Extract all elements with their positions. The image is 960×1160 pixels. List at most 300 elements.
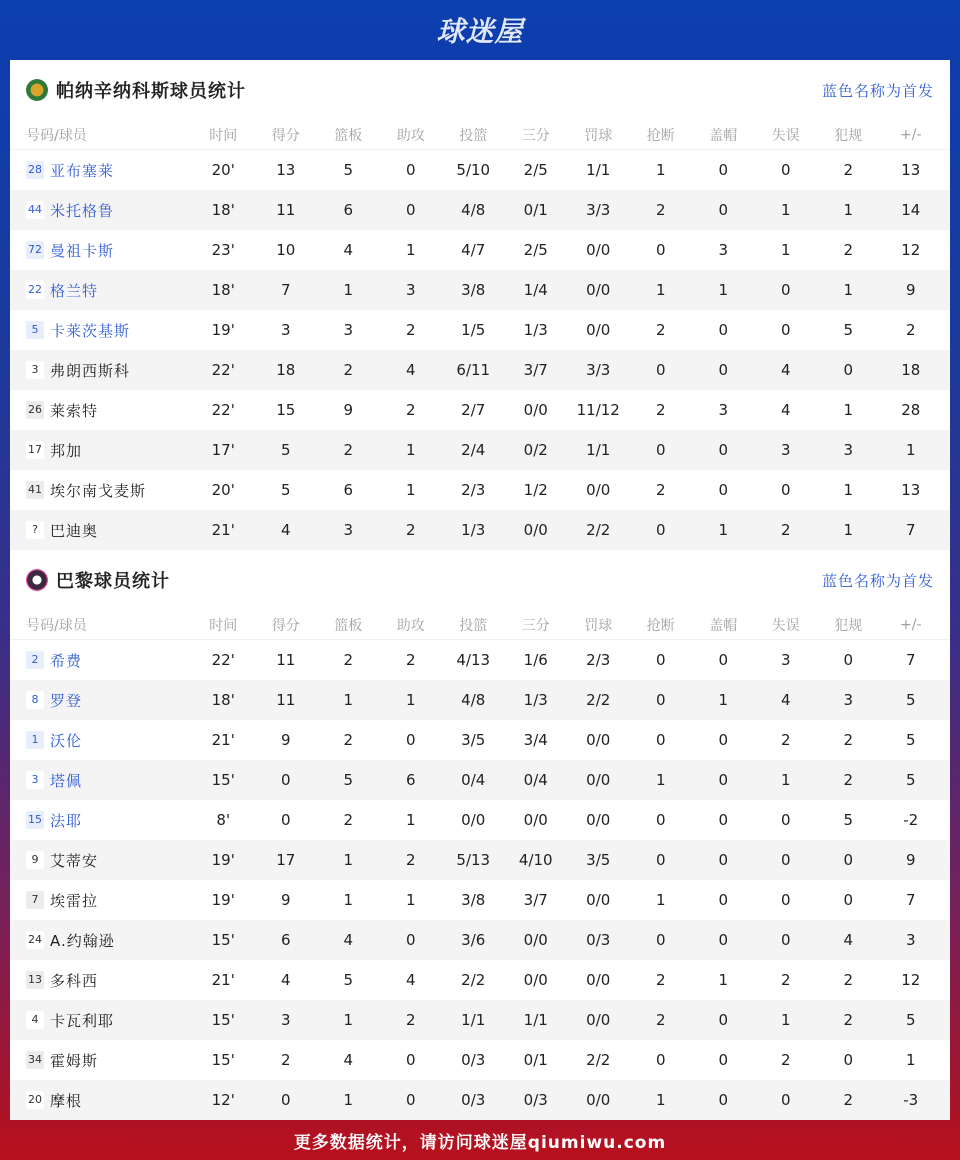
jersey-number-badge: 9 <box>26 851 44 869</box>
stat-cell: 1/3 <box>461 521 486 539</box>
player-name[interactable]: 亚布塞莱 <box>50 161 115 180</box>
stat-cell: 1/3 <box>523 691 548 709</box>
stat-cell: 1 <box>718 521 729 539</box>
stat-cell: 0 <box>655 651 666 669</box>
player-name[interactable]: 法耶 <box>50 811 83 830</box>
column-header: 失误 <box>771 127 800 144</box>
stat-cell: 3 <box>405 281 416 299</box>
stat-cell: 4 <box>780 691 791 709</box>
stat-cell: 0 <box>718 851 729 869</box>
stat-cell: 0 <box>780 281 791 299</box>
stat-cell: 21' <box>211 521 235 539</box>
stat-cell: 0 <box>655 811 666 829</box>
stat-cell: 0 <box>655 731 666 749</box>
stat-cell: 17' <box>211 441 235 459</box>
player-row[interactable] <box>10 960 950 1000</box>
stat-cell: 0 <box>843 651 854 669</box>
player-name[interactable]: 曼祖卡斯 <box>50 241 115 260</box>
stat-cell: 1/3 <box>523 321 548 339</box>
stat-cell: 11 <box>276 651 296 669</box>
stat-cell: 0 <box>843 1051 854 1069</box>
player-row[interactable] <box>10 350 950 390</box>
stat-cell: 0/0 <box>586 771 611 789</box>
player-cell <box>10 690 192 711</box>
stat-cell: 3/8 <box>461 891 486 909</box>
player-name[interactable]: 沃伦 <box>50 731 83 750</box>
column-header: 篮板 <box>334 127 363 144</box>
stat-cell: 2/7 <box>461 401 486 419</box>
player-name[interactable]: 卡瓦利耶 <box>50 1011 115 1030</box>
player-row[interactable] <box>10 920 950 960</box>
stat-cell: 1 <box>718 281 729 299</box>
stat-cell: 1 <box>343 691 354 709</box>
stat-cell: 19' <box>211 321 235 339</box>
stat-cell: 3 <box>780 651 791 669</box>
player-cell <box>10 770 192 791</box>
stat-cell: 0 <box>280 771 291 789</box>
jersey-number-badge: 20 <box>26 1091 44 1109</box>
stat-cell: 0 <box>718 651 729 669</box>
stat-cell: 2 <box>780 521 791 539</box>
player-cell <box>10 240 192 261</box>
stat-cell: 1 <box>718 971 729 989</box>
stat-cell: 0 <box>655 521 666 539</box>
stat-cell: 18' <box>211 281 235 299</box>
stat-cell: 19' <box>211 891 235 909</box>
team-title-group <box>26 77 246 103</box>
starter-legend-note: 蓝色名称为首发 <box>821 81 934 100</box>
stat-cell: 18' <box>211 201 235 219</box>
stat-cell: 0/3 <box>461 1091 486 1109</box>
stat-cell: 0 <box>718 811 729 829</box>
stat-cell: 3/7 <box>523 891 548 909</box>
player-row[interactable] <box>10 800 950 840</box>
starter-legend-note: 蓝色名称为首发 <box>821 571 934 590</box>
column-header: 时间 <box>209 617 238 634</box>
stat-cell: 19' <box>211 851 235 869</box>
player-name[interactable]: 埃尔南戈麦斯 <box>50 481 147 500</box>
stat-cell: 9 <box>905 281 916 299</box>
stat-cell: 4 <box>343 931 354 949</box>
column-header: 助攻 <box>396 127 425 144</box>
team-section-panathinaikos <box>10 60 950 550</box>
brand-logo: 球迷屋 <box>436 15 524 48</box>
stat-cell: 3/6 <box>461 931 486 949</box>
player-row[interactable] <box>10 1080 950 1120</box>
team-section-paris <box>10 550 950 1120</box>
stat-cell: 18 <box>901 361 921 379</box>
stat-cell: 2 <box>655 321 666 339</box>
player-row[interactable] <box>10 390 950 430</box>
column-header: 犯规 <box>834 127 863 144</box>
footer-banner[interactable]: 更多数据统计，请访问球迷屋qiumiwu.com <box>293 1132 667 1153</box>
stat-cell: 0 <box>780 321 791 339</box>
stat-cell: 15' <box>211 771 235 789</box>
stat-cell: 7 <box>905 891 916 909</box>
stat-cell: 1 <box>343 281 354 299</box>
stat-cell: 1 <box>655 771 666 789</box>
stat-cell: 2 <box>843 971 854 989</box>
stat-cell: 0 <box>843 361 854 379</box>
player-row[interactable] <box>10 1000 950 1040</box>
stat-cell: 1 <box>843 201 854 219</box>
stat-cell: 0/2 <box>523 441 548 459</box>
stat-cell: 2 <box>405 521 416 539</box>
stat-cell: 2 <box>343 811 354 829</box>
stat-cell: 1/1 <box>586 441 611 459</box>
player-name[interactable]: 米托格鲁 <box>50 201 115 220</box>
jersey-number-badge: 3 <box>26 771 44 789</box>
stat-cell: 5 <box>905 691 916 709</box>
player-name[interactable]: 格兰特 <box>50 281 99 300</box>
player-cell <box>10 650 192 671</box>
stat-cell: 1/1 <box>461 1011 486 1029</box>
player-cell <box>10 360 192 381</box>
column-header: +/- <box>900 126 922 143</box>
stat-cell: 2 <box>905 321 916 339</box>
stat-cell: 22' <box>211 651 235 669</box>
player-name[interactable]: 多科西 <box>50 971 99 990</box>
stat-cell: 11 <box>276 201 296 219</box>
stat-cell: 3/4 <box>523 731 548 749</box>
player-cell <box>10 970 192 991</box>
stat-cell: 4/13 <box>456 651 491 669</box>
stat-cell: 0 <box>718 891 729 909</box>
stat-cell: 2/2 <box>586 521 611 539</box>
stat-cell: 0 <box>780 811 791 829</box>
stat-cell: 0/0 <box>586 811 611 829</box>
stat-cell: 0 <box>405 1051 416 1069</box>
stat-cell: 0/0 <box>523 811 548 829</box>
stat-cell: 0 <box>655 851 666 869</box>
player-cell <box>10 1010 192 1031</box>
player-name[interactable]: 塔佩 <box>50 771 83 790</box>
stat-cell: 2 <box>843 1091 854 1109</box>
top-bar <box>0 0 960 60</box>
stat-cell: 0 <box>843 851 854 869</box>
stat-cell: 2 <box>405 651 416 669</box>
column-header: 罚球 <box>584 617 613 634</box>
stat-cell: 5 <box>905 731 916 749</box>
stat-cell: 1 <box>843 401 854 419</box>
stat-cell: 0 <box>718 441 729 459</box>
player-row[interactable] <box>10 840 950 880</box>
jersey-number-badge: 26 <box>26 401 44 419</box>
jersey-number-badge: 41 <box>26 481 44 499</box>
jersey-number-badge: 24 <box>26 931 44 949</box>
stat-cell: 2 <box>405 851 416 869</box>
player-cell <box>10 280 192 301</box>
player-cell <box>10 200 192 221</box>
stat-cell: 0/4 <box>523 771 548 789</box>
stat-cell: 3 <box>843 441 854 459</box>
stat-cell: 1 <box>405 241 416 259</box>
stat-cell: 2 <box>655 201 666 219</box>
player-row[interactable] <box>10 430 950 470</box>
stat-cell: 0/3 <box>523 1091 548 1109</box>
stat-cell: 12 <box>901 241 921 259</box>
stat-cell: 1 <box>405 441 416 459</box>
stat-cell: 7 <box>905 521 916 539</box>
stat-cell: 0/0 <box>586 481 611 499</box>
player-row[interactable] <box>10 880 950 920</box>
stat-cell: 1/2 <box>523 481 548 499</box>
stat-cell: 0 <box>780 931 791 949</box>
stat-cell: 2 <box>843 731 854 749</box>
stat-cell: 0/0 <box>586 281 611 299</box>
player-row[interactable] <box>10 760 950 800</box>
stat-cell: 0/0 <box>586 1091 611 1109</box>
team-header <box>10 60 950 120</box>
player-name[interactable]: 莱索特 <box>50 401 99 420</box>
column-header: 得分 <box>271 617 300 634</box>
stat-cell: 5 <box>843 321 854 339</box>
stat-cell: 3/7 <box>523 361 548 379</box>
stat-cell: 8' <box>216 811 231 829</box>
stat-cell: 2 <box>843 161 854 179</box>
player-name[interactable]: 艾蒂安 <box>50 851 99 870</box>
stat-cell: 13 <box>901 481 921 499</box>
stat-cell: 2 <box>405 321 416 339</box>
stat-cell: 1 <box>843 521 854 539</box>
stat-cell: 2/3 <box>586 651 611 669</box>
stat-cell: 2 <box>843 771 854 789</box>
stat-cell: 0 <box>655 361 666 379</box>
stat-cell: 1 <box>655 281 666 299</box>
stat-cell: 4 <box>343 1051 354 1069</box>
stat-cell: 2/2 <box>461 971 486 989</box>
player-row[interactable] <box>10 680 950 720</box>
stat-cell: 3 <box>280 321 291 339</box>
stat-cell: 9 <box>280 891 291 909</box>
player-cell <box>10 930 192 951</box>
player-row[interactable] <box>10 470 950 510</box>
stat-cell: 4/10 <box>518 851 553 869</box>
stat-cell: 1 <box>405 481 416 499</box>
column-header-row <box>10 120 950 150</box>
stat-cell: 3 <box>343 321 354 339</box>
player-row[interactable] <box>10 230 950 270</box>
stat-cell: 6/11 <box>456 361 491 379</box>
jersey-number-badge: 15 <box>26 811 44 829</box>
stat-cell: 0 <box>405 731 416 749</box>
stat-cell: 4 <box>280 971 291 989</box>
stat-cell: 0 <box>780 1091 791 1109</box>
stat-cell: 2 <box>780 971 791 989</box>
stat-cell: 0 <box>655 931 666 949</box>
stat-cell: 15' <box>211 1011 235 1029</box>
stat-cell: 15' <box>211 1051 235 1069</box>
stat-cell: 2 <box>655 1011 666 1029</box>
stat-cell: 1 <box>343 891 354 909</box>
stat-cell: 21' <box>211 731 235 749</box>
stat-cell: 0/0 <box>523 931 548 949</box>
stat-cell: 0 <box>780 161 791 179</box>
stat-cell: 0 <box>718 481 729 499</box>
player-row[interactable] <box>10 1040 950 1080</box>
player-cell <box>10 520 192 541</box>
column-header: 号码/球员 <box>26 617 87 634</box>
player-cell <box>10 850 192 871</box>
stat-cell: 1/1 <box>523 1011 548 1029</box>
stat-cell: 6 <box>343 481 354 499</box>
column-header: 盖帽 <box>709 617 738 634</box>
stat-cell: 1 <box>405 891 416 909</box>
stat-cell: 1 <box>905 441 916 459</box>
player-name[interactable]: 巴迪奥 <box>50 521 99 540</box>
stat-cell: 1 <box>343 851 354 869</box>
stat-cell: 4/8 <box>461 201 486 219</box>
player-cell <box>10 400 192 421</box>
player-row[interactable] <box>10 150 950 190</box>
stat-cell: 7 <box>280 281 291 299</box>
stat-cell: 5 <box>843 811 854 829</box>
player-row[interactable] <box>10 640 950 680</box>
stat-cell: 3/8 <box>461 281 486 299</box>
stat-cell: 9 <box>343 401 354 419</box>
player-name[interactable]: 埃雷拉 <box>50 891 99 910</box>
stat-cell: 28 <box>901 401 921 419</box>
stat-cell: 0/0 <box>523 521 548 539</box>
stat-cell: 15' <box>211 931 235 949</box>
stat-cell: 2 <box>843 241 854 259</box>
stat-cell: 3/3 <box>586 361 611 379</box>
stat-cell: 3 <box>780 441 791 459</box>
stat-cell: 0 <box>780 481 791 499</box>
stat-cell: 9 <box>905 851 916 869</box>
stat-cell: 5 <box>280 441 291 459</box>
stat-cell: 4 <box>280 521 291 539</box>
player-row[interactable] <box>10 310 950 350</box>
stat-cell: 2 <box>655 481 666 499</box>
stat-cell: 2 <box>780 731 791 749</box>
stat-cell: 2 <box>343 441 354 459</box>
stat-cell: 0/1 <box>523 1051 548 1069</box>
stat-cell: 2 <box>655 401 666 419</box>
jersey-number-badge: 3 <box>26 361 44 379</box>
player-cell <box>10 810 192 831</box>
stat-cell: 1 <box>343 1091 354 1109</box>
stat-cell: 2/5 <box>523 161 548 179</box>
player-name[interactable]: 弗朗西斯科 <box>50 361 131 380</box>
stat-cell: 11 <box>276 691 296 709</box>
stat-cell: 4 <box>780 401 791 419</box>
column-header: 篮板 <box>334 617 363 634</box>
stat-cell: 0/0 <box>461 811 486 829</box>
stat-cell: 5/10 <box>456 161 491 179</box>
jersey-number-badge: 17 <box>26 441 44 459</box>
stat-cell: 2 <box>405 1011 416 1029</box>
stat-cell: 10 <box>276 241 296 259</box>
stat-cell: 12' <box>211 1091 235 1109</box>
stat-cell: 0 <box>718 321 729 339</box>
player-row[interactable] <box>10 510 950 550</box>
player-name[interactable]: 摩根 <box>50 1091 83 1110</box>
column-header: 三分 <box>521 127 550 144</box>
player-cell <box>10 890 192 911</box>
column-header: 犯规 <box>834 617 863 634</box>
stat-cell: 11/12 <box>576 401 620 419</box>
team-title: 巴黎球员统计 <box>56 571 170 592</box>
stat-cell: 1/5 <box>461 321 486 339</box>
stat-cell: 0 <box>718 1051 729 1069</box>
stat-cell: 2 <box>655 971 666 989</box>
column-header: 助攻 <box>396 617 425 634</box>
stat-cell: 23' <box>211 241 235 259</box>
stat-cell: 4 <box>405 361 416 379</box>
stat-cell: 6 <box>405 771 416 789</box>
jersey-number-badge: 4 <box>26 1011 44 1029</box>
jersey-number-badge: 34 <box>26 1051 44 1069</box>
stat-cell: 5 <box>343 971 354 989</box>
column-header: 抢断 <box>646 127 675 144</box>
player-row[interactable] <box>10 270 950 310</box>
player-cell <box>10 320 192 341</box>
team-header <box>10 550 950 610</box>
stat-cell: 0 <box>780 891 791 909</box>
column-header: 罚球 <box>584 127 613 144</box>
stat-cell: 3 <box>843 691 854 709</box>
player-cell <box>10 1050 192 1071</box>
stat-cell: 1 <box>343 1011 354 1029</box>
stat-cell: 5 <box>280 481 291 499</box>
stat-cell: 1 <box>718 691 729 709</box>
player-cell <box>10 480 192 501</box>
stat-cell: 4/8 <box>461 691 486 709</box>
stat-cell: 22' <box>211 361 235 379</box>
stat-cell: 1 <box>405 691 416 709</box>
stat-cell: 0 <box>780 851 791 869</box>
stat-cell: 20' <box>211 481 235 499</box>
player-name[interactable]: 邦加 <box>50 441 83 460</box>
player-row[interactable] <box>10 720 950 760</box>
column-header: +/- <box>900 616 922 633</box>
stat-cell: 1/6 <box>523 651 548 669</box>
stat-cell: 3 <box>718 401 729 419</box>
jersey-number-badge: 44 <box>26 201 44 219</box>
stat-cell: 0 <box>718 1091 729 1109</box>
jersey-number-badge: 2 <box>26 651 44 669</box>
column-header: 号码/球员 <box>26 127 87 144</box>
stat-cell: 0/0 <box>523 401 548 419</box>
stat-cell: 1 <box>843 481 854 499</box>
player-row[interactable] <box>10 190 950 230</box>
stat-cell: 1 <box>405 811 416 829</box>
player-name[interactable]: 希费 <box>50 651 83 670</box>
stat-cell: 5 <box>905 771 916 789</box>
jersey-number-badge: 1 <box>26 731 44 749</box>
stat-cell: 18 <box>276 361 296 379</box>
column-header: 投篮 <box>459 617 488 634</box>
player-name[interactable]: 卡莱茨基斯 <box>50 321 131 340</box>
column-header: 盖帽 <box>709 127 738 144</box>
player-name[interactable]: 霍姆斯 <box>50 1051 99 1070</box>
jersey-number-badge: 72 <box>26 241 44 259</box>
stat-cell: 2/2 <box>586 1051 611 1069</box>
stat-cell: 6 <box>280 931 291 949</box>
stat-cell: 0 <box>405 1091 416 1109</box>
player-name[interactable]: 罗登 <box>50 691 83 710</box>
player-name[interactable]: A.约翰逊 <box>50 931 115 950</box>
stat-cell: 0/0 <box>586 241 611 259</box>
stat-cell: 2/3 <box>461 481 486 499</box>
stat-cell: 9 <box>280 731 291 749</box>
stat-cell: 1 <box>655 891 666 909</box>
stats-panel <box>10 60 950 1120</box>
stat-cell: 0 <box>718 771 729 789</box>
stat-cell: 1 <box>780 771 791 789</box>
stat-cell: 21' <box>211 971 235 989</box>
